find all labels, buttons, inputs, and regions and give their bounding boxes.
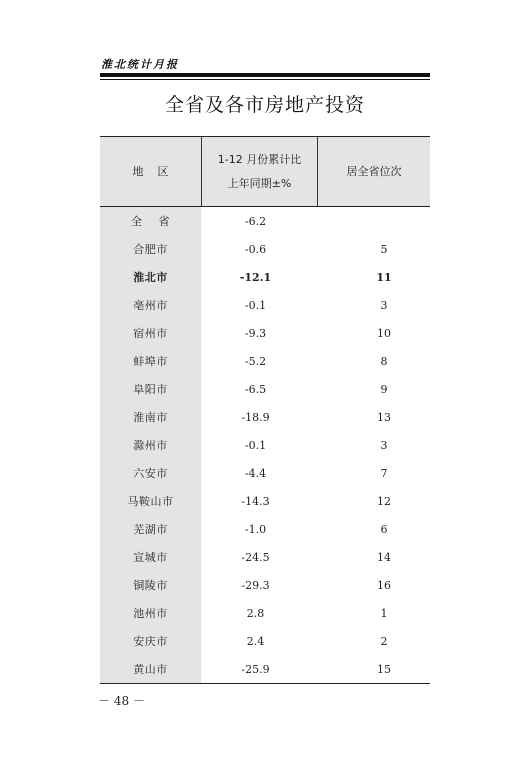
region-cell: 全 省 — [131, 215, 170, 228]
value-cell: -18.9 — [241, 410, 270, 424]
table-row — [100, 599, 430, 627]
region-cell: 蚌埠市 — [133, 355, 168, 368]
region-cell: 六安市 — [133, 467, 168, 480]
region-cell: 亳州市 — [133, 299, 168, 312]
region-cell: 安庆市 — [133, 635, 168, 648]
rank-cell: 14 — [377, 550, 391, 564]
region-cell: 宣城市 — [133, 551, 168, 564]
region-cell: 阜阳市 — [133, 383, 168, 396]
table-row — [100, 235, 430, 263]
header-rule-thin — [100, 79, 430, 80]
rank-cell: 10 — [377, 326, 391, 340]
value-cell: -24.5 — [241, 550, 270, 564]
region-cell: 滁州市 — [133, 439, 168, 452]
rank-cell: 5 — [380, 242, 388, 256]
rank-cell: 13 — [377, 410, 391, 424]
column-header-rank-label: 居全省位次 — [346, 164, 402, 178]
rank-cell: 3 — [380, 298, 388, 312]
header-rule — [100, 73, 430, 77]
region-cell: 合肥市 — [133, 243, 168, 256]
value-cell: 2.8 — [246, 606, 265, 620]
rank-cell: 16 — [377, 578, 391, 592]
column-header-region-label: 地 区 — [132, 164, 169, 178]
page-number: － 48 － — [98, 694, 145, 708]
column-header-rank — [318, 137, 430, 206]
rank-cell: 12 — [377, 494, 391, 508]
region-cell: 铜陵市 — [133, 579, 168, 592]
rank-cell: 9 — [380, 382, 388, 396]
table-row — [100, 403, 430, 431]
value-cell: -4.4 — [244, 466, 267, 480]
table-row — [100, 319, 430, 347]
table-row — [100, 627, 430, 655]
value-cell: -25.9 — [241, 662, 270, 676]
page-title: 全省及各市房地产投资 — [164, 94, 365, 116]
table-row — [100, 515, 430, 543]
rank-cell: 1 — [380, 606, 388, 620]
table-row — [100, 543, 430, 571]
value-cell: -1.0 — [244, 522, 267, 536]
table-body — [100, 207, 430, 683]
column-header-change-line1: 1-12 月份累计比 — [217, 152, 302, 166]
region-cell: 池州市 — [133, 607, 168, 620]
investment-table — [100, 136, 430, 684]
value-cell: -0.1 — [244, 438, 267, 452]
region-cell: 马鞍山市 — [127, 495, 174, 508]
value-cell: -6.5 — [244, 382, 267, 396]
rank-cell: 15 — [377, 662, 391, 676]
table-row — [100, 263, 430, 291]
value-cell: -9.3 — [244, 326, 267, 340]
value-cell: -14.3 — [241, 494, 270, 508]
region-cell: 黄山市 — [133, 663, 168, 676]
column-header-region — [100, 137, 201, 206]
value-cell: -29.3 — [241, 578, 270, 592]
rank-cell: 3 — [380, 438, 388, 452]
region-cell: 淮北市 — [133, 271, 168, 284]
rank-cell: 11 — [376, 270, 392, 284]
value-cell: -6.2 — [244, 214, 267, 228]
table-row — [100, 459, 430, 487]
table-row — [100, 655, 430, 683]
table-row — [100, 375, 430, 403]
value-cell: -5.2 — [244, 354, 267, 368]
running-header: 淮北统计月报 — [101, 58, 179, 71]
table-header — [100, 136, 430, 207]
region-cell: 芜湖市 — [133, 523, 168, 536]
table-row — [100, 207, 430, 235]
table-row — [100, 291, 430, 319]
table-row — [100, 431, 430, 459]
region-cell: 宿州市 — [133, 327, 168, 340]
table-row — [100, 487, 430, 515]
value-cell: -0.1 — [244, 298, 267, 312]
value-cell: -0.6 — [244, 242, 267, 256]
rank-cell: 7 — [380, 466, 388, 480]
rank-cell: 2 — [380, 634, 388, 648]
value-cell: 2.4 — [246, 634, 265, 648]
column-header-change — [201, 137, 318, 206]
region-cell: 淮南市 — [133, 411, 168, 424]
table-row — [100, 347, 430, 375]
column-header-change-line2: 上年同期±% — [227, 176, 292, 190]
table-bottom-rule — [100, 683, 430, 684]
table-row — [100, 571, 430, 599]
rank-cell: 8 — [380, 354, 388, 368]
value-cell: -12.1 — [239, 270, 272, 284]
rank-cell: 6 — [380, 522, 388, 536]
